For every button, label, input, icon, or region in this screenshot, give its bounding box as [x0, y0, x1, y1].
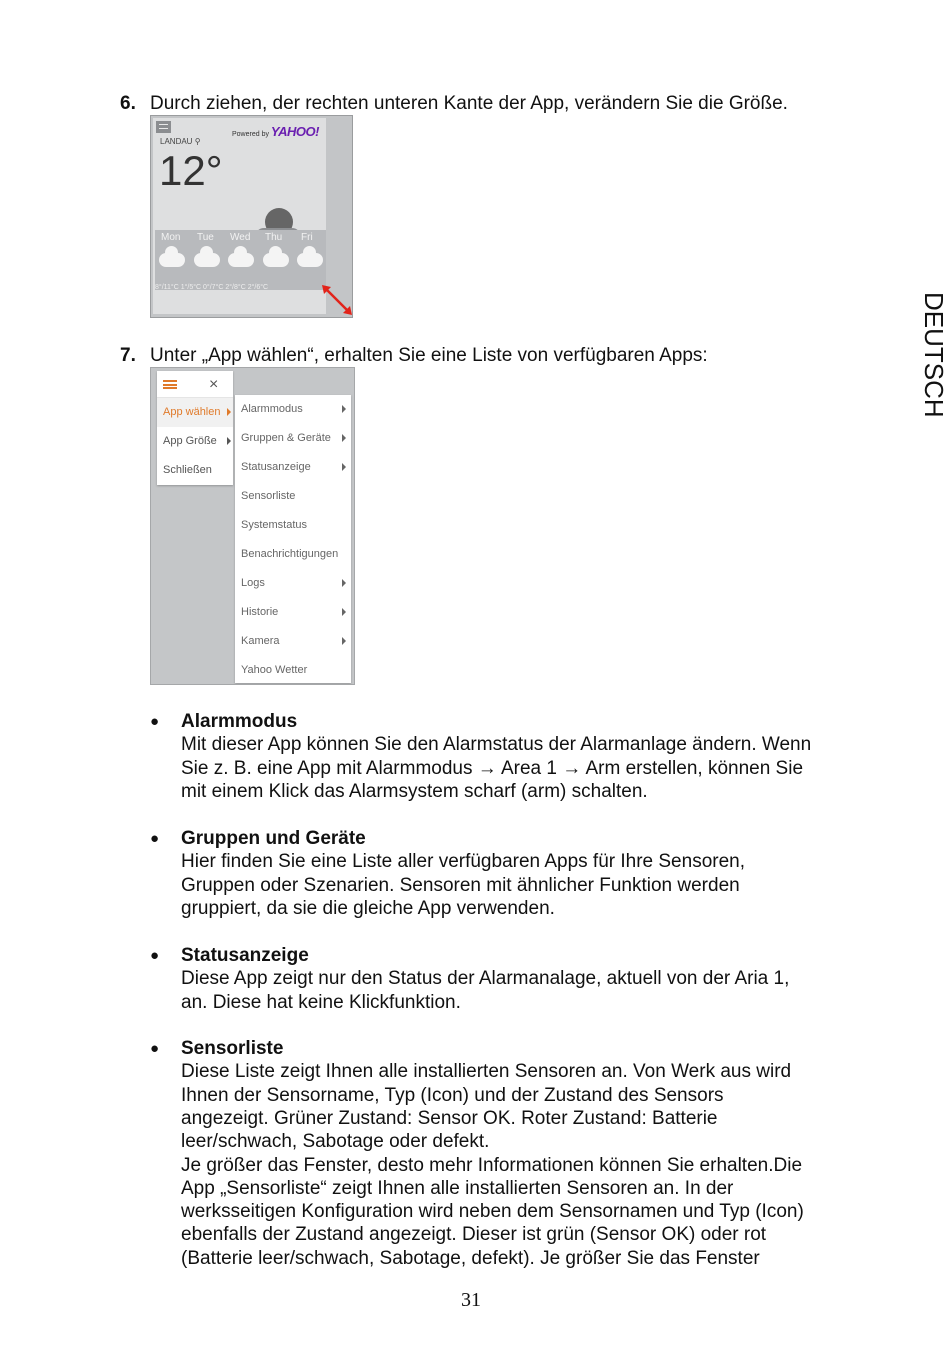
step-text: Unter „App wählen“, erhalten Sie eine Liste von verfügbaren Apps:: [150, 345, 708, 366]
chevron-right-icon: [342, 608, 346, 616]
cloud-icon: [263, 253, 289, 267]
forecast-day: Thu: [265, 232, 283, 243]
submenu-item-label: Sensorliste: [241, 490, 296, 502]
app-menu-screenshot: [150, 367, 355, 685]
bullet-line: Sie z. B. eine App mit Alarmmodus → Area 1 → Arm erstellen, können Sie: [181, 757, 804, 779]
bullet-line: Hier finden Sie eine Liste aller verfügbaren Apps für Ihre Sensoren,: [181, 851, 745, 873]
bullet-line: leer/schwach, Sabotage oder defekt.: [181, 1131, 490, 1153]
powered-by-label: [232, 124, 319, 139]
step-number: 7.: [120, 345, 136, 366]
bullet-dot: ●: [150, 1040, 160, 1057]
forecast-day: Wed: [230, 232, 251, 243]
bullet-line: App „Sensorliste“ zeigt Ihnen alle installierten Sensoren an. In der: [181, 1177, 734, 1199]
submenu-item-statusanzeige[interactable]: [235, 453, 351, 482]
weather-panel: [153, 118, 326, 314]
bullet-line: ebenfalls der Zustand angezeigt. Dieser ist grün (Sensor OK) oder rot: [181, 1224, 767, 1246]
step-7: [120, 345, 880, 367]
bullet-line: werksseitigen Konfiguration wird neben dem Sensornamen und Typ (Icon): [181, 1201, 804, 1223]
bullet-line: Mit dieser App können Sie den Alarmstatus der Alarmanlage ändern. Wenn: [181, 734, 812, 756]
menu-icon[interactable]: [156, 121, 171, 133]
chevron-right-icon: [342, 463, 346, 471]
forecast-strip: [155, 230, 326, 290]
submenu-item-label: Historie: [241, 606, 279, 618]
bullet-line: (Batterie leer/schwach, Sabotage, defekt). Je größer Sie das Fenster: [181, 1247, 760, 1269]
submenu-item-label: Systemstatus: [241, 519, 308, 531]
bullet-line: Diese App zeigt nur den Status der Alarmanalage, aktuell von der Aria 1,: [181, 968, 790, 990]
submenu-item-benachrichtigungen[interactable]: [235, 540, 351, 569]
submenu-item-sensorliste[interactable]: [235, 482, 351, 511]
chevron-right-icon: [342, 434, 346, 442]
yahoo-logo: YAHOO!: [270, 124, 319, 139]
submenu-item-label: Logs: [241, 577, 265, 589]
bullet-line: Je größer das Fenster, desto mehr Informationen können Sie erhalten.Die: [181, 1154, 803, 1176]
cloud-icon: [159, 253, 185, 267]
chevron-right-icon: [342, 579, 346, 587]
forecast-day: Fri: [301, 232, 313, 243]
submenu-item-label: Kamera: [241, 635, 280, 647]
step-number: 6.: [120, 93, 136, 114]
bullet-sensorliste: [150, 1037, 870, 1273]
bullet-title: Gruppen und Geräte: [181, 828, 366, 849]
bullet-statusanzeige: [150, 944, 870, 1014]
page-number: 31: [461, 1289, 481, 1311]
bullet-line: Diese Liste zeigt Ihnen alle installierten Sensoren an. Von Werk aus wird: [181, 1061, 792, 1083]
menu-item-label: App Größe: [163, 435, 217, 447]
cloud-icon: [194, 253, 220, 267]
bullet-dot: ●: [150, 830, 160, 847]
chevron-right-icon: [342, 405, 346, 413]
temperature: 12°: [159, 147, 223, 194]
submenu-item-label: Gruppen & Geräte: [241, 432, 331, 444]
location-label: [160, 137, 201, 146]
cloud-icon: [228, 253, 254, 267]
bullet-line: Gruppen oder Szenarien. Sensoren mit ähnlicher Funktion werden: [181, 874, 740, 896]
hamburger-icon[interactable]: [163, 380, 177, 389]
submenu-item-historie[interactable]: [235, 598, 351, 627]
bullet-title: Statusanzeige: [181, 945, 309, 966]
powered-by-text: Powered by: [232, 131, 269, 138]
bullet-title: Alarmmodus: [181, 711, 298, 732]
submenu-item-label: Alarmmodus: [241, 403, 303, 415]
forecast-day: Mon: [161, 232, 181, 243]
forecast-day: Tue: [197, 232, 214, 243]
bullet-line: gruppiert, da sie die gleiche App verwenden.: [181, 897, 555, 919]
close-icon[interactable]: ×: [209, 376, 219, 393]
bullet-line: angezeigt. Grüner Zustand: Sensor OK. Roter Zustand: Batterie: [181, 1107, 718, 1129]
menu-item-schliessen[interactable]: [157, 456, 233, 485]
resize-arrow-icon[interactable]: [321, 284, 353, 316]
main-menu: [157, 371, 233, 485]
submenu-item-label: Yahoo Wetter: [241, 664, 308, 676]
menu-item-app-waehlen[interactable]: [157, 398, 233, 427]
submenu-item-label: Statusanzeige: [241, 461, 311, 473]
submenu-item-systemstatus[interactable]: [235, 511, 351, 540]
bullet-line: an. Diese hat keine Klickfunktion.: [181, 991, 461, 1013]
bullet-dot: ●: [150, 947, 160, 964]
location-text: LANDAU: [160, 137, 193, 146]
step-6: [120, 93, 880, 115]
submenu-item-gruppen-geraete[interactable]: [235, 424, 351, 453]
submenu: [235, 395, 351, 683]
bullet-gruppen-und-geraete: [150, 827, 870, 921]
submenu-item-kamera[interactable]: [235, 627, 351, 656]
submenu-item-alarmmodus[interactable]: [235, 395, 351, 424]
chevron-right-icon: [227, 408, 231, 416]
cloud-icon: [297, 253, 323, 267]
language-side-label: DEUTSCH: [919, 292, 949, 418]
bullet-line: mit einem Klick das Alarmsystem scharf (arm) schalten.: [181, 780, 648, 802]
location-pin-icon: ⚲: [194, 137, 201, 146]
menu-header: [157, 371, 233, 398]
menu-item-label: Schließen: [163, 464, 212, 476]
submenu-item-label: Benachrichtigungen: [241, 548, 339, 560]
bullet-line: Ihnen der Sensorname, Typ (Icon) und der Zustand des Sensors: [181, 1084, 724, 1106]
menu-item-label: App wählen: [163, 406, 221, 418]
chevron-right-icon: [227, 437, 231, 445]
submenu-item-logs[interactable]: [235, 569, 351, 598]
forecast-temperatures: 8°/11°C 1°/5°C 0°/7°C 2°/8°C 2°/6°C: [155, 284, 269, 291]
submenu-item-yahoo-wetter[interactable]: [235, 656, 351, 685]
chevron-right-icon: [342, 637, 346, 645]
bullet-alarmmodus: [150, 710, 870, 804]
menu-item-app-groesse[interactable]: [157, 427, 233, 456]
step-text: Durch ziehen, der rechten unteren Kante der App, verändern Sie die Größe.: [150, 93, 788, 114]
bullet-dot: ●: [150, 713, 160, 730]
bullet-title: Sensorliste: [181, 1038, 284, 1059]
weather-widget-screenshot: [150, 115, 353, 318]
